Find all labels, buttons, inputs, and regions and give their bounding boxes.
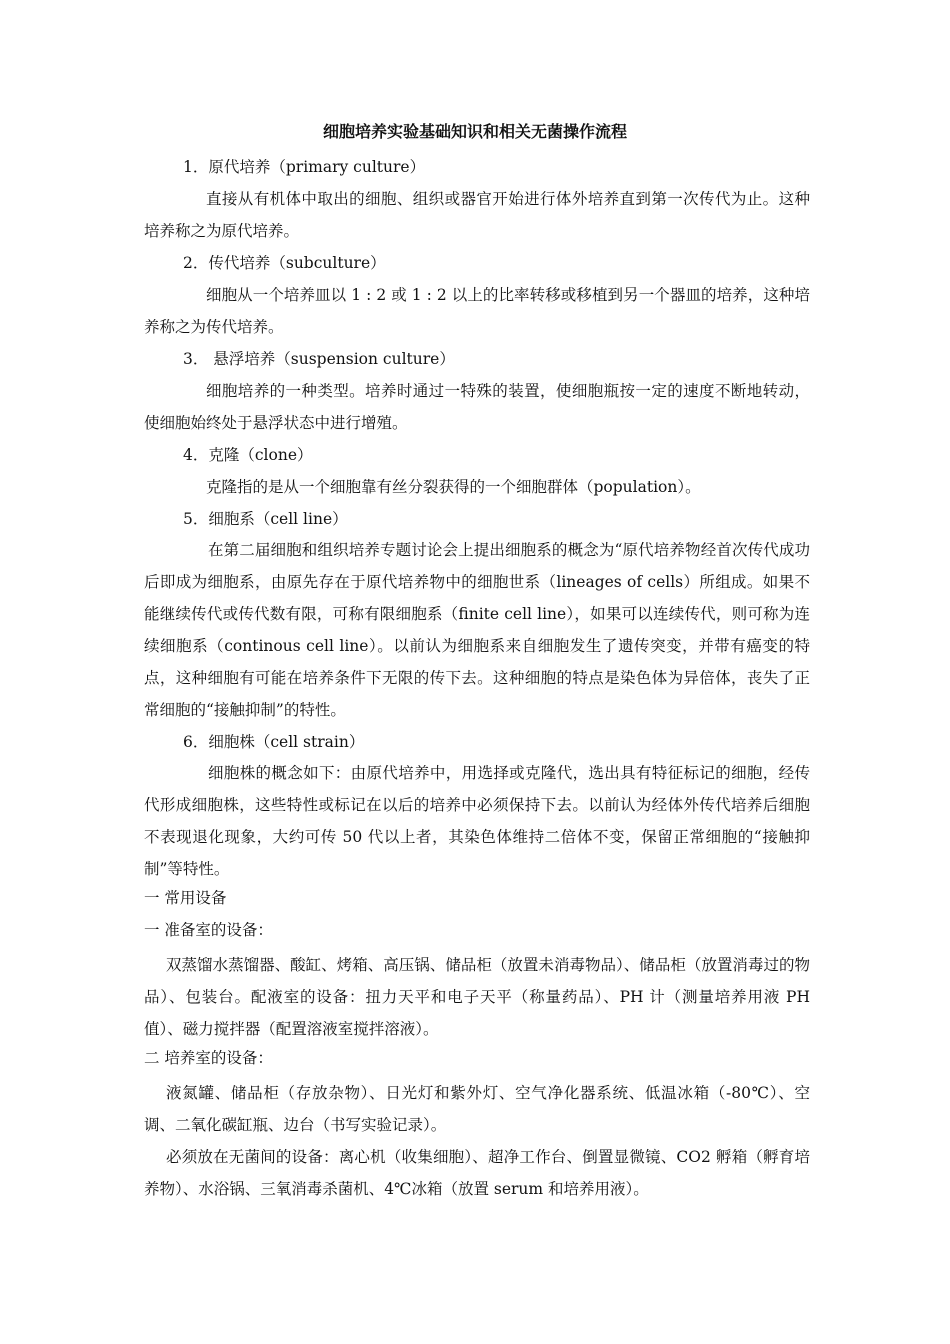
sterile-room-body: 必须放在无菌间的设备：离心机（收集细胞）、超净工作台、倒置显微镜、CO2 孵箱（孵育培养物）、水浴锅、三氧消毒杀菌机、4℃冰箱（放置 serum 和培养用液）。 — [144, 1148, 810, 1198]
section-equipment-heading: 一 常用设备 — [144, 889, 227, 907]
item-body-cell-strain: 细胞株的概念如下：由原代培养中，用选择或克隆代，选出具有特征标记的细胞，经传代形成细胞株，这些特性或标记在以后的培养中必须保持下去。以前认为经体外传代培养后细胞不表现退化现象，大约可传 50 代以上者，其染色体维持二倍体不变，保留正常细胞的“接触抑制”等特性。 — [144, 764, 810, 878]
item-body-primary-culture: 直接从有机体中取出的细胞、组织或器官开始进行体外培养直到第一次传代为止。这种培养称之为原代培养。 — [144, 190, 810, 240]
item-body-clone: 克隆指的是从一个细胞靠有丝分裂获得的一个细胞群体（population）。 — [206, 478, 701, 496]
item-heading-clone: 4．克隆（clone） — [183, 446, 313, 464]
prep-room-heading: 一 准备室的设备： — [144, 921, 273, 939]
item-body-cell-line: 在第二届细胞和组织培养专题讨论会上提出细胞系的概念为“原代培养物经首次传代成功后即成为细胞系，由原先存在于原代培养物中的细胞世系（lineages of cells）所组成。如果不能继续传代或传代数有限，可称有限细胞系（finite cell line），如果可以连续传代，则可称为连续细胞系（continous cell line）。以前认为细胞系来自细胞发生了遗传突变，并带有癌变的特点，这种细胞有可能在培养条件下无限的传下去。这种细胞的特点是染色体为异倍体，丧失了正常细胞的“接触抑制”的特性。 — [144, 541, 810, 719]
item-heading-subculture: 2．传代培养（subculture） — [183, 254, 386, 272]
item-heading-cell-line: 5．细胞系（cell line） — [183, 510, 348, 528]
prep-room-body: 双蒸馏水蒸馏器、酸缸、烤箱、高压锅、储品柜（放置未消毒物品）、储品柜（放置消毒过的物品）、包装台。配液室的设备：扭力天平和电子天平（称量药品）、PH 计（测量培养用液 PH 值）、磁力搅拌器（配置溶液室搅拌溶液）。 — [144, 956, 810, 1038]
culture-room-heading: 二 培养室的设备： — [144, 1049, 273, 1067]
item-body-suspension-culture: 细胞培养的一种类型。培养时通过一特殊的装置，使细胞瓶按一定的速度不断地转动，使细胞始终处于悬浮状态中进行增殖。 — [144, 382, 810, 432]
item-heading-cell-strain: 6．细胞株（cell strain） — [183, 733, 365, 751]
item-body-subculture: 细胞从一个培养皿以 1 : 2 或 1 : 2 以上的比率转移或移植到另一个器皿的培养，这种培养称之为传代培养。 — [144, 286, 810, 336]
item-heading-suspension-culture: 3． 悬浮培养（suspension culture） — [183, 350, 455, 368]
item-heading-primary-culture: 1．原代培养（primary culture） — [183, 158, 426, 176]
culture-room-body: 液氮罐、储品柜（存放杂物）、日光灯和紫外灯、空气净化器系统、低温冰箱（-80℃）、空调、二氧化碳缸瓶、边台（书写实验记录）。 — [144, 1084, 810, 1134]
document-title: 细胞培养实验基础知识和相关无菌操作流程 — [322, 122, 627, 141]
